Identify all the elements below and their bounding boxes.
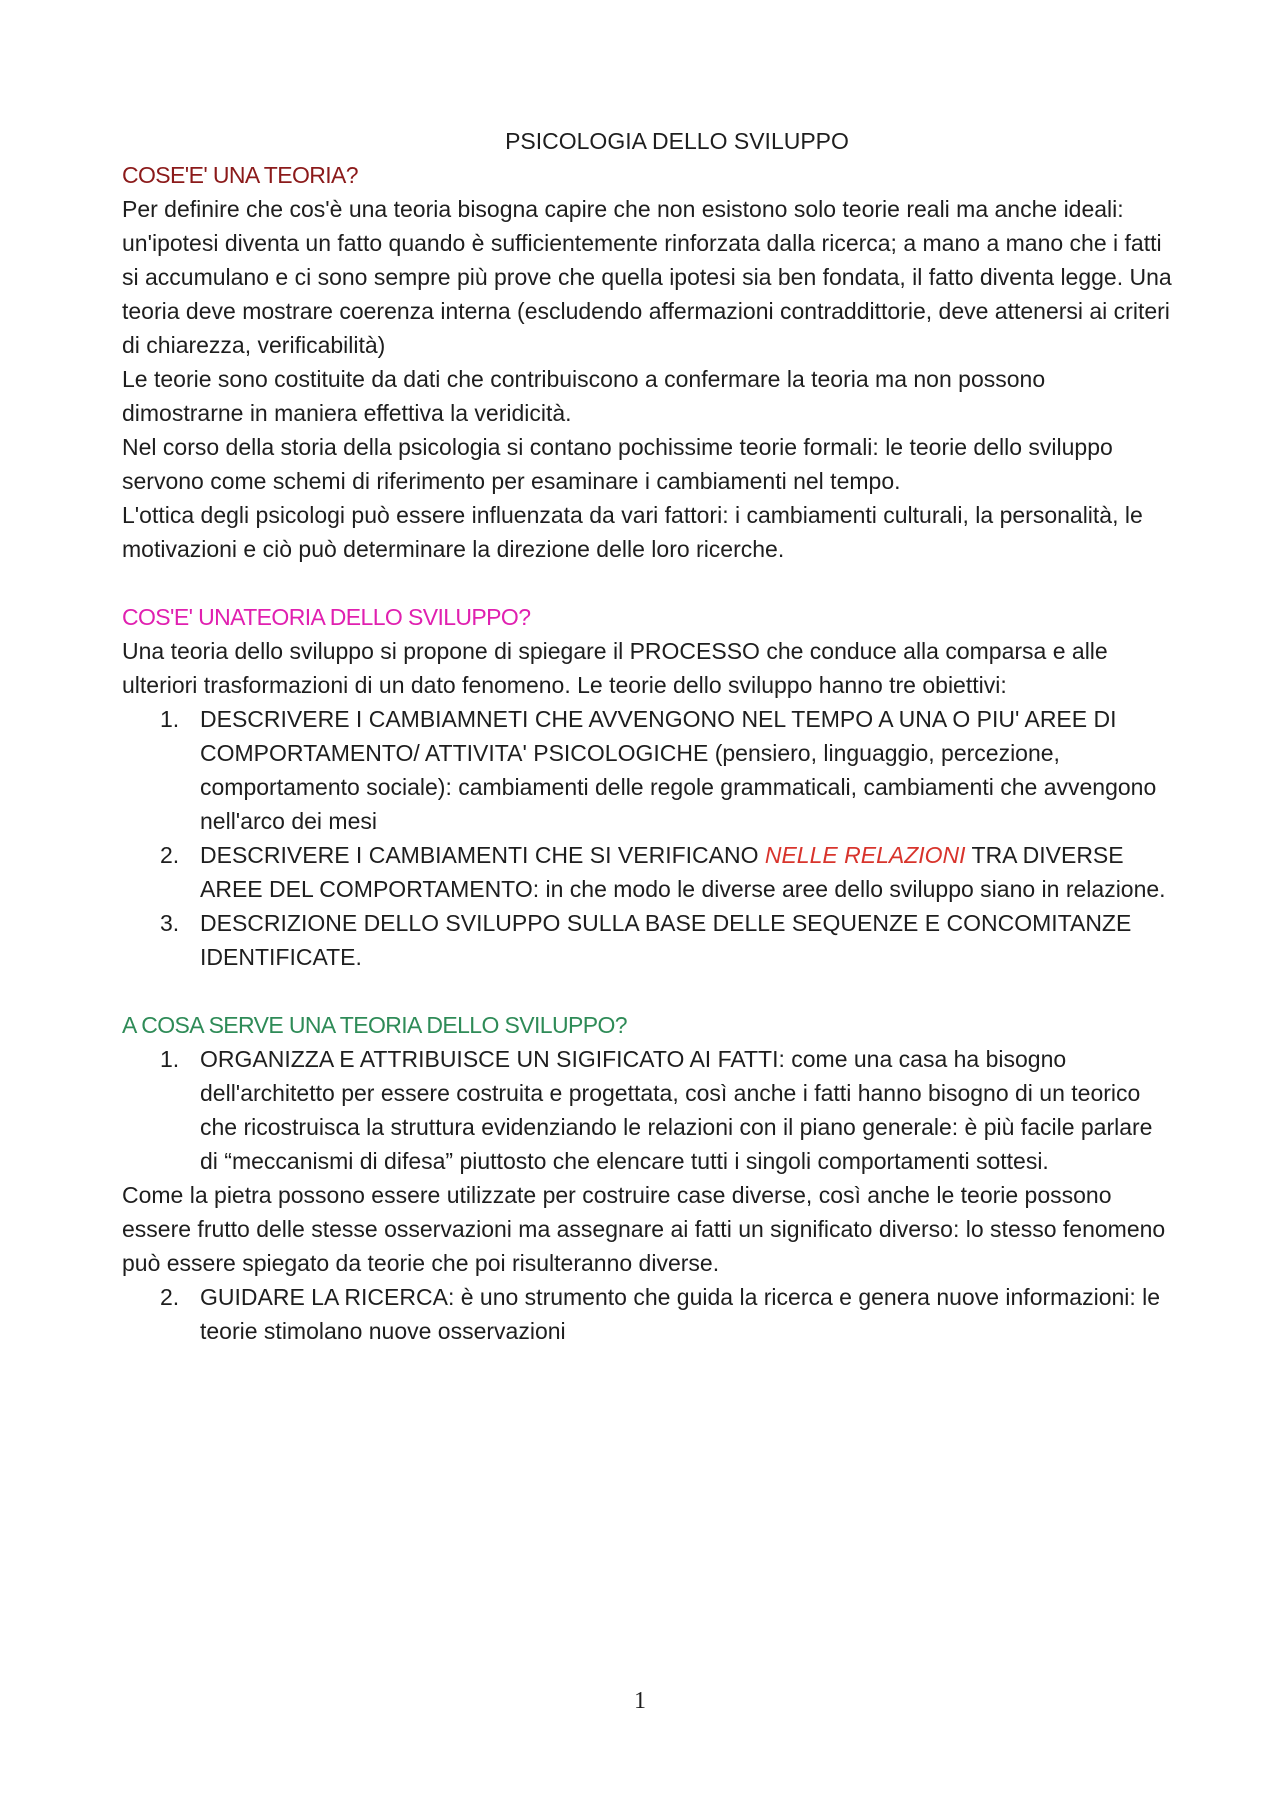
spacer <box>122 974 1172 1008</box>
list-item-text-after: TRA DIVERSE AREE DEL COMPORTAMENTO: in che modo le diverse aree dello sviluppo siano in relazione. <box>200 842 1166 902</box>
list-number: 2. <box>160 842 180 868</box>
list-item-text-before: DESCRIVERE I CAMBIAMENTI CHE SI VERIFICANO <box>200 842 765 868</box>
page-content <box>122 124 1172 1348</box>
paragraph: Per definire che cos'è una teoria bisogna capire che non esistono solo teorie reali ma anche ideali: un'ipotesi diventa un fatto quando è sufficientemente rinforzata dalla ricerca; a mano a mano che i fatti si accumulano e ci sono sempre più prove che quella ipotesi sia ben fondata, il fatto diventa legge. Una teoria deve mostrare coerenza interna (escludendo affermazioni contraddittorie, deve attenersi ai criteri di chiarezza, verificabilità) <box>122 196 1172 358</box>
list-item-text: DESCRIVERE I CAMBIAMNETI CHE AVVENGONO NEL TEMPO A UNA O PIU' AREE DI COMPORTAMENTO/ ATTIVITA' PSICOLOGICHE (pensiero, linguaggio, percezione, comportamento sociale): cambiamenti delle regole grammaticali, cambiamenti che avvengono nell'arco dei mesi <box>200 706 1157 834</box>
list-item <box>122 1280 1172 1348</box>
paragraph: Le teorie sono costituite da dati che contribuiscono a confermare la teoria ma non possono dimostrarne in maniera effettiva la veridicità. <box>122 366 1046 426</box>
page-number: 1 <box>634 1688 646 1714</box>
objectives-list <box>122 702 1172 974</box>
list-item <box>122 838 1172 906</box>
list-number: 1. <box>160 1046 180 1072</box>
list-item-text: DESCRIZIONE DELLO SVILUPPO SULLA BASE DELLE SEQUENZE E CONCOMITANZE IDENTIFICATE. <box>200 910 1132 970</box>
section-heading-what-is-theory: COSE'E' UNA TEORIA? <box>122 162 358 188</box>
section-heading-purpose-of-theory: A COSA SERVE UNA TEORIA DELLO SVILUPPO? <box>122 1012 627 1038</box>
list-number: 2. <box>160 1284 180 1310</box>
list-number: 1. <box>160 706 180 732</box>
emphasis-text: NELLE RELAZIONI <box>764 842 966 868</box>
document-title: PSICOLOGIA DELLO SVILUPPO <box>505 128 849 154</box>
paragraph: L'ottica degli psicologi può essere influenzata da vari fattori: i cambiamenti culturali, la personalità, le motivazioni e ciò può determinare la direzione delle loro ricerche. <box>122 502 1143 562</box>
purpose-list-part-1 <box>122 1042 1172 1178</box>
list-item <box>122 906 1172 974</box>
list-number: 3. <box>160 910 180 936</box>
list-item <box>122 1042 1172 1178</box>
paragraph: Nel corso della storia della psicologia si contano pochissime teorie formali: le teorie dello sviluppo servono come schemi di riferimento per esaminare i cambiamenti nel tempo. <box>122 434 1113 494</box>
list-item <box>122 702 1172 838</box>
list-item-text: GUIDARE LA RICERCA: è uno strumento che guida la ricerca e genera nuove informazioni: le teorie stimolano nuove osservazioni <box>200 1284 1161 1344</box>
section-heading-development-theory: COS'E' UNATEORIA DELLO SVILUPPO? <box>122 604 531 630</box>
paragraph: Come la pietra possono essere utilizzate per costruire case diverse, così anche le teorie possono essere frutto delle stesse osservazioni ma assegnare ai fatti un significato diverso: lo stesso fenomeno può essere spiegato da teorie che poi risulteranno diverse. <box>122 1182 1166 1276</box>
spacer <box>122 566 1172 600</box>
paragraph: Una teoria dello sviluppo si propone di spiegare il PROCESSO che conduce alla comparsa e alle ulteriori trasformazioni di un dato fenomeno. Le teorie dello sviluppo hanno tre obiettivi: <box>122 638 1108 698</box>
purpose-list-part-2 <box>122 1280 1172 1348</box>
list-item-text: ORGANIZZA E ATTRIBUISCE UN SIGIFICATO AI FATTI: come una casa ha bisogno dell'architetto per essere costruita e progettata, così anche i fatti hanno bisogno di un teorico che ricostruisca la struttura evidenziando le relazioni con il piano generale: è più facile parlare di “meccanismi di difesa” piuttosto che elencare tutti i singoli comportamenti sottesi. <box>200 1046 1153 1174</box>
